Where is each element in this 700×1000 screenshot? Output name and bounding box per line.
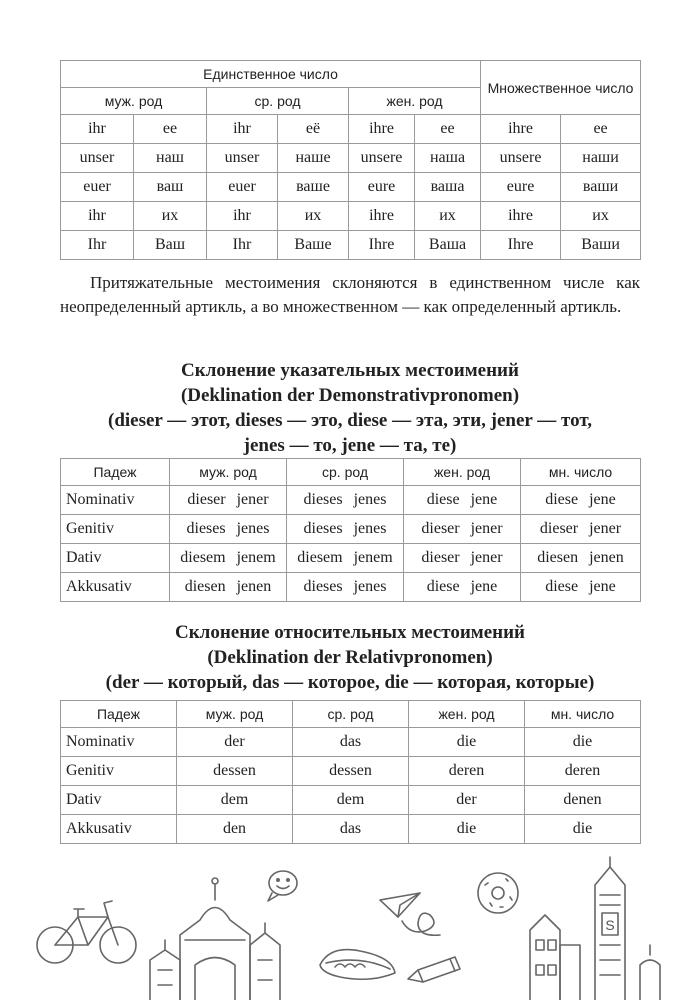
- header-plural: мн. число: [521, 459, 641, 486]
- table-cell: Ваши: [561, 231, 641, 260]
- table-cell: наше: [278, 144, 349, 173]
- demonstrative-section-title: [40, 358, 660, 458]
- table-cell: ihre: [481, 115, 561, 144]
- table-cell: dem: [177, 786, 293, 815]
- title-line: (dieser — этот, dieses — это, diese — эта, эти, jener — тот,: [108, 410, 592, 431]
- table-cell: die: [525, 815, 641, 844]
- table-cell: наша: [415, 144, 481, 173]
- table-cell: ihre: [349, 115, 415, 144]
- table-row: [61, 544, 641, 573]
- header-case: Падеж: [61, 701, 177, 728]
- table-row: [61, 202, 641, 231]
- table-cell: deren: [409, 757, 525, 786]
- table-row: [61, 515, 641, 544]
- bicycle-icon: [37, 901, 136, 963]
- title-line: Склонение указательных местоимений: [181, 360, 519, 381]
- table-cell: ваш: [134, 173, 207, 202]
- table-header-row: [61, 61, 641, 88]
- table-cell: dieses jenes: [287, 573, 404, 602]
- table-cell: diese jene: [521, 486, 641, 515]
- table-cell: dieser jener: [521, 515, 641, 544]
- table-cell: denen: [525, 786, 641, 815]
- table-cell: dessen: [293, 757, 409, 786]
- table-cell: Ваша: [415, 231, 481, 260]
- table-cell: das: [293, 728, 409, 757]
- table-cell: euer: [61, 173, 134, 202]
- table-cell: Ваше: [278, 231, 349, 260]
- table-cell: der: [409, 786, 525, 815]
- table-cell: ее: [415, 115, 481, 144]
- header-masculine: муж. род: [61, 88, 207, 115]
- table-cell: dieser jener: [404, 544, 521, 573]
- table-cell: Ihr: [61, 231, 134, 260]
- header-feminine: жен. род: [404, 459, 521, 486]
- table-cell: diese jene: [404, 573, 521, 602]
- table-cell: diesen jenen: [521, 544, 641, 573]
- table-cell: Ihr: [207, 231, 278, 260]
- table-cell: наши: [561, 144, 641, 173]
- header-neuter: ср. род: [207, 88, 349, 115]
- table-row: [61, 115, 641, 144]
- title-line: Склонение относительных местоимений: [175, 622, 525, 643]
- declension-note-paragraph: Притяжательные местоимения склоняются в единственном числе как неопределенный артикль, а во множественном — как определенный артикль.: [60, 273, 640, 316]
- table-cell: unser: [61, 144, 134, 173]
- table-cell: ее: [134, 115, 207, 144]
- header-masculine: муж. род: [170, 459, 287, 486]
- table-cell: unser: [207, 144, 278, 173]
- table-cell: ihre: [481, 202, 561, 231]
- table-cell: euer: [207, 173, 278, 202]
- table-cell: dieser jener: [404, 515, 521, 544]
- table-cell: diesem jenem: [287, 544, 404, 573]
- header-singular: Единственное число: [61, 61, 481, 88]
- table-cell: ihr: [207, 202, 278, 231]
- table-cell: их: [415, 202, 481, 231]
- table-cell: dessen: [177, 757, 293, 786]
- table-cell: их: [561, 202, 641, 231]
- smiley-icon: [268, 871, 297, 901]
- case-label: Akkusativ: [61, 573, 170, 602]
- table-cell: ihr: [207, 115, 278, 144]
- case-label: Genitiv: [61, 515, 170, 544]
- table-cell: dieses jenes: [287, 486, 404, 515]
- table-cell: ihr: [61, 115, 134, 144]
- decorative-doodle-strip: [0, 845, 700, 1000]
- title-line: (Deklination der Demonstrativpronomen): [180, 385, 520, 406]
- table-cell: der: [177, 728, 293, 757]
- header-case: Падеж: [61, 459, 170, 486]
- table-cell: die: [525, 728, 641, 757]
- header-feminine: жен. род: [349, 88, 481, 115]
- table-row: [61, 786, 641, 815]
- table-cell: das: [293, 815, 409, 844]
- table-cell: unsere: [349, 144, 415, 173]
- table-cell: их: [134, 202, 207, 231]
- table-cell: diesen jenen: [170, 573, 287, 602]
- demonstrative-pronoun-table: [60, 458, 641, 602]
- table-cell: diesem jenem: [170, 544, 287, 573]
- table-row: [61, 815, 641, 844]
- paper-plane-icon: [380, 893, 440, 935]
- table-row: [61, 144, 641, 173]
- table-cell: Ihre: [481, 231, 561, 260]
- title-line: (Deklination der Relativpronomen): [207, 647, 493, 668]
- donut-icon: [478, 873, 518, 913]
- table-cell: ее: [561, 115, 641, 144]
- table-cell: dem: [293, 786, 409, 815]
- table-row: [61, 573, 641, 602]
- table-row: [61, 757, 641, 786]
- case-label: Nominativ: [61, 486, 170, 515]
- table-cell: Ihre: [349, 231, 415, 260]
- table-cell: deren: [525, 757, 641, 786]
- table-cell: dieser jener: [170, 486, 287, 515]
- case-label: Dativ: [61, 786, 177, 815]
- table-cell: dieses jenes: [287, 515, 404, 544]
- case-label: Genitiv: [61, 757, 177, 786]
- table-cell: diese jene: [521, 573, 641, 602]
- possessive-pronoun-table: [60, 60, 641, 260]
- houses-icon: [530, 857, 660, 1000]
- table-cell: eure: [349, 173, 415, 202]
- table-cell: их: [278, 202, 349, 231]
- hotdog-icon: [320, 950, 395, 980]
- table-header-row: [61, 701, 641, 728]
- table-row: [61, 173, 641, 202]
- header-neuter: ср. род: [287, 459, 404, 486]
- case-label: Dativ: [61, 544, 170, 573]
- table-cell: dieses jenes: [170, 515, 287, 544]
- tower-sign: S: [605, 917, 615, 933]
- table-cell: ваша: [415, 173, 481, 202]
- table-cell: ihre: [349, 202, 415, 231]
- title-line: (der — который, das — которое, die — которая, которые): [105, 672, 595, 693]
- table-cell: наш: [134, 144, 207, 173]
- title-line: jenes — то, jene — та, те): [243, 435, 457, 456]
- table-cell: die: [409, 728, 525, 757]
- table-cell: diese jene: [404, 486, 521, 515]
- header-feminine: жен. род: [409, 701, 525, 728]
- table-cell: eure: [481, 173, 561, 202]
- table-cell: её: [278, 115, 349, 144]
- table-cell: ваши: [561, 173, 641, 202]
- table-cell: ваше: [278, 173, 349, 202]
- case-label: Akkusativ: [61, 815, 177, 844]
- case-label: Nominativ: [61, 728, 177, 757]
- header-plural: Множественное число: [481, 61, 641, 115]
- relative-pronoun-table: [60, 700, 641, 844]
- table-cell: die: [409, 815, 525, 844]
- table-cell: ihr: [61, 202, 134, 231]
- table-row: [61, 728, 641, 757]
- header-neuter: ср. род: [293, 701, 409, 728]
- table-row: [61, 486, 641, 515]
- table-cell: unsere: [481, 144, 561, 173]
- cathedral-icon: [150, 878, 280, 1000]
- header-masculine: муж. род: [177, 701, 293, 728]
- table-row: [61, 231, 641, 260]
- table-cell: Ваш: [134, 231, 207, 260]
- table-cell: den: [177, 815, 293, 844]
- header-plural: мн. число: [525, 701, 641, 728]
- pencil-icon: [408, 957, 460, 982]
- table-header-row: [61, 459, 641, 486]
- relative-section-title: [40, 620, 660, 695]
